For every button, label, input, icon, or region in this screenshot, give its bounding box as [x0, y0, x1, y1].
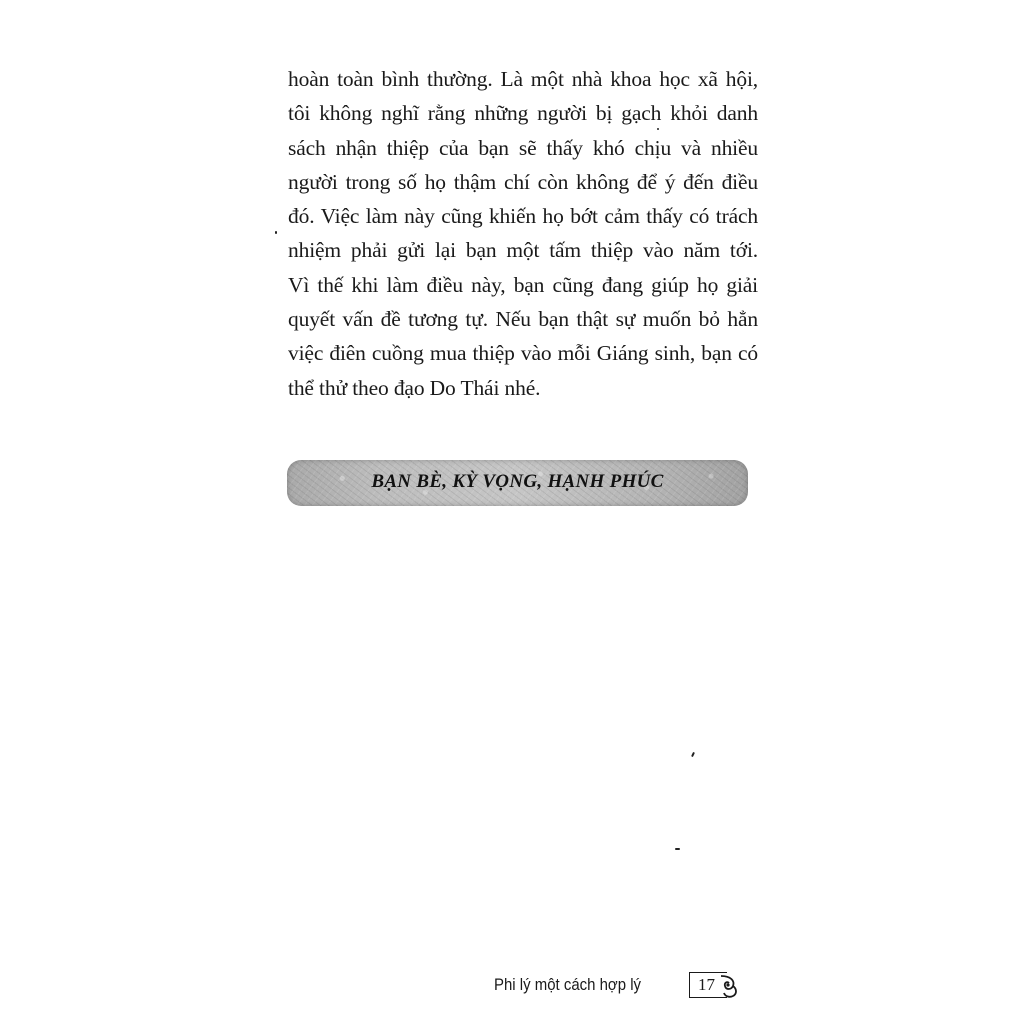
text-line: người trong số họ thậm chí còn không để ý đến điều — [288, 169, 758, 194]
section-heading: BẠN BÈ, KỲ VỌNG, HẠNH PHÚC — [371, 471, 664, 492]
text-line: sách nhận thiệp của bạn sẽ thấy khó chịu và nhiều — [288, 135, 758, 160]
scan-speck — [275, 231, 277, 234]
section-heading-banner — [287, 460, 748, 506]
text-line: nhiệm phải gửi lại bạn một tấm thiệp vào năm tới. — [288, 238, 758, 263]
page-footer — [494, 970, 727, 1000]
scan-speck — [691, 752, 695, 757]
text-line: quyết vấn đề tương tự. Nếu bạn thật sự muốn bỏ hẳn — [288, 307, 758, 332]
text-line: thể thử theo đạo Do Thái nhé. — [288, 375, 541, 400]
text-line: việc điên cuồng mua thiệp vào mỗi Giáng sinh, bạn có — [288, 341, 758, 366]
ornament-icon — [717, 973, 741, 999]
running-title: Phi lý một cách hợp lý — [494, 975, 642, 994]
text-line: tôi không nghĩ rằng những người bị gạch khỏi danh — [288, 101, 758, 126]
text-line: Vì thế khi làm điều này, bạn cũng đang giúp họ giải — [288, 272, 758, 297]
text-line: đó. Việc làm này cũng khiến họ bớt cảm thấy có trách — [288, 204, 758, 229]
page-number-box — [689, 972, 727, 998]
page-number: 17 — [698, 975, 715, 994]
scan-speck — [675, 848, 680, 850]
body-paragraph — [288, 62, 758, 405]
text-line: hoàn toàn bình thường. Là một nhà khoa học xã hội, — [288, 67, 758, 91]
scan-speck — [657, 128, 659, 130]
